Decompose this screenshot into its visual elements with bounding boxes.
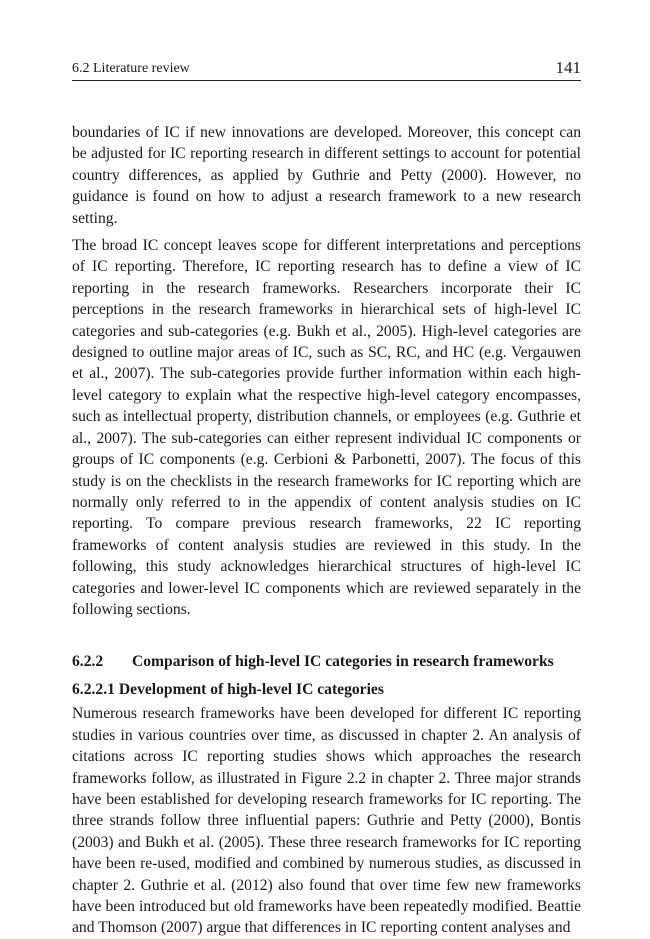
page-body bbox=[72, 122, 581, 939]
paragraph-ic-concept: The broad IC concept leaves scope for different interpretations and perceptions of IC reporting. Therefore, IC reporting research has to define a view of IC reporting in the research frameworks. Researchers incorporate their IC perceptions in the research frameworks in hierarchical sets of high-level IC categories and sub-categories (e.g. Bukh et al., 2005). High-level categories are designed to outline major areas of IC, such as SC, RC, and HC (e.g. Vergauwen et al., 2007). The sub-categories provide further information within each high-level category to explain what the respective high-level category encompasses, such as intellectual property, distribution channels, or employees (e.g. Guthrie et al., 2007). The sub-categories can either represent individual IC components or groups of IC components (e.g. Cerbioni & Parbonetti, 2007). The focus of this study is on the checklists in the research frameworks for IC reporting which are normally only referred to in the appendix of content analysis studies on IC reporting. To compare previous research frameworks, 22 IC reporting frameworks of content analysis studies are reviewed in this study. In the following, this study acknowledges hierarchical structures of high-level IC categories and lower-level IC components which are reviewed separately in the following sections. bbox=[72, 237, 581, 618]
section-heading bbox=[72, 651, 581, 673]
subsection-title: Development of high-level IC categories bbox=[118, 681, 384, 699]
paragraph-development: Numerous research frameworks have been developed for different IC reporting studies in various countries over time, as discussed in chapter 2. An analysis of citations across IC reporting studies shows which approaches the research frameworks follow, as illustrated in Figure 2.2 in chapter 2. Three major strands have been established for developing research frameworks for IC reporting. The three strands follow three influential papers: Guthrie and Petty (2000), Bontis (2003) and Bukh et al. (2005). These three research frameworks for IC reporting have been re-used, modified and combined by numerous studies, as discussed in chapter 2. Guthrie et al. (2012) also found that over time few new frameworks have been introduced but old frameworks have been repeatedly modified. Beattie and Thomson (2007) argue that differences in IC reporting content analyses and bbox=[72, 705, 581, 937]
paragraph-continuation: boundaries of IC if new innovations are developed. Moreover, this concept can be adjusted for IC reporting research in different settings to account for potential country differences, as applied by Guthrie and Petty (2000). However, no guidance is found on how to adjust a research framework to a new research setting. bbox=[72, 124, 581, 227]
section-number: 6.2.2 bbox=[72, 653, 104, 671]
running-head bbox=[72, 56, 581, 81]
subsection-heading bbox=[72, 679, 581, 701]
page-number: 141 bbox=[555, 58, 581, 77]
section-title: Comparison of high-level IC categories in research frameworks bbox=[132, 653, 554, 671]
running-head-section: 6.2 Literature review bbox=[72, 61, 190, 76]
subsection-number: 6.2.2.1 bbox=[72, 681, 115, 699]
